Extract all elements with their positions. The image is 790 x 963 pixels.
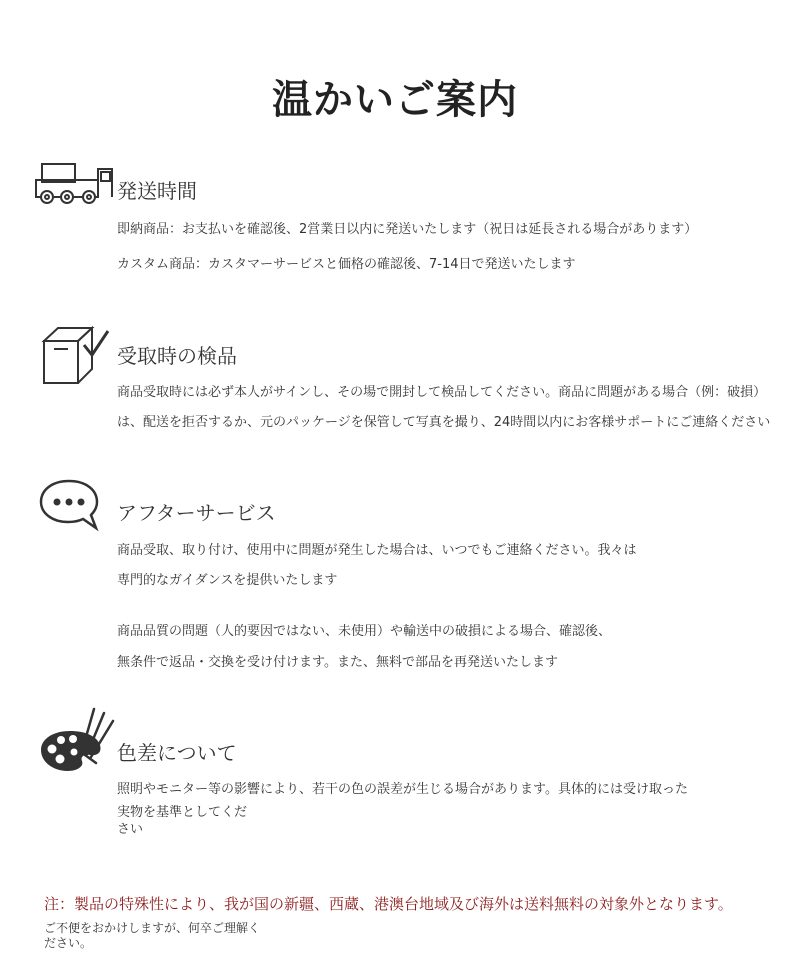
after-service-line-3: 商品品質の問題（人的要因ではない、未使用）や輸送中の破損による場合、確認後、 — [117, 624, 612, 639]
inspection-line-1: 商品受取時には必ず本人がサインし、その場で開封して検品してください。商品に問題がある場合（例：破損） — [117, 385, 767, 400]
section-heading-color: 色差について — [117, 741, 237, 765]
after-service-line-2: 専門的なガイダンスを提供いたします — [117, 573, 338, 588]
shipping-line-1: 即納商品：お支払いを確認後、2営業日以内に発送いたします（祝日は延長される場合があります） — [117, 222, 698, 237]
color-line-3: さい — [117, 822, 144, 837]
color-line-2: 実物を基準としてくだ — [117, 805, 248, 820]
after-service-line-4: 無条件で返品・交換を受け付けます。また、無料で部品を再発送いたします — [117, 655, 558, 670]
shipping-line-2: カスタム商品：カスタマーサービスと価格の確認後、7-14日で発送いたします — [117, 257, 576, 272]
speech-bubble-icon — [38, 478, 102, 532]
after-service-line-1: 商品受取、取り付け、使用中に問題が発生した場合は、いつでもご連絡ください。我々は — [117, 543, 637, 558]
section-heading-shipping: 発送時間 — [117, 179, 197, 203]
shipping-exclusion-note: 注：製品の特殊性により、我が国の新疆、西蔵、港澳台地域及び海外は送料無料の対象外となります。 — [44, 895, 733, 913]
section-heading-inspection: 受取時の検品 — [117, 344, 237, 368]
color-line-1: 照明やモニター等の影響により、若干の色の誤差が生じる場合があります。具体的には受け取った — [117, 782, 688, 797]
apology-line-1: ご不便をおかけしますが、何卒ご理解く — [44, 921, 261, 935]
truck-icon — [34, 160, 116, 206]
box-check-icon — [40, 323, 112, 389]
section-heading-after-service: アフターサービス — [117, 501, 276, 525]
apology-line-2: ださい。 — [44, 936, 93, 950]
page-title: 温かいご案内 — [272, 77, 518, 123]
palette-icon — [38, 703, 116, 775]
inspection-line-2: は、配送を拒否するか、元のパッケージを保管して写真を撮り、24時間以内にお客様サポートにご連絡ください — [117, 415, 771, 430]
